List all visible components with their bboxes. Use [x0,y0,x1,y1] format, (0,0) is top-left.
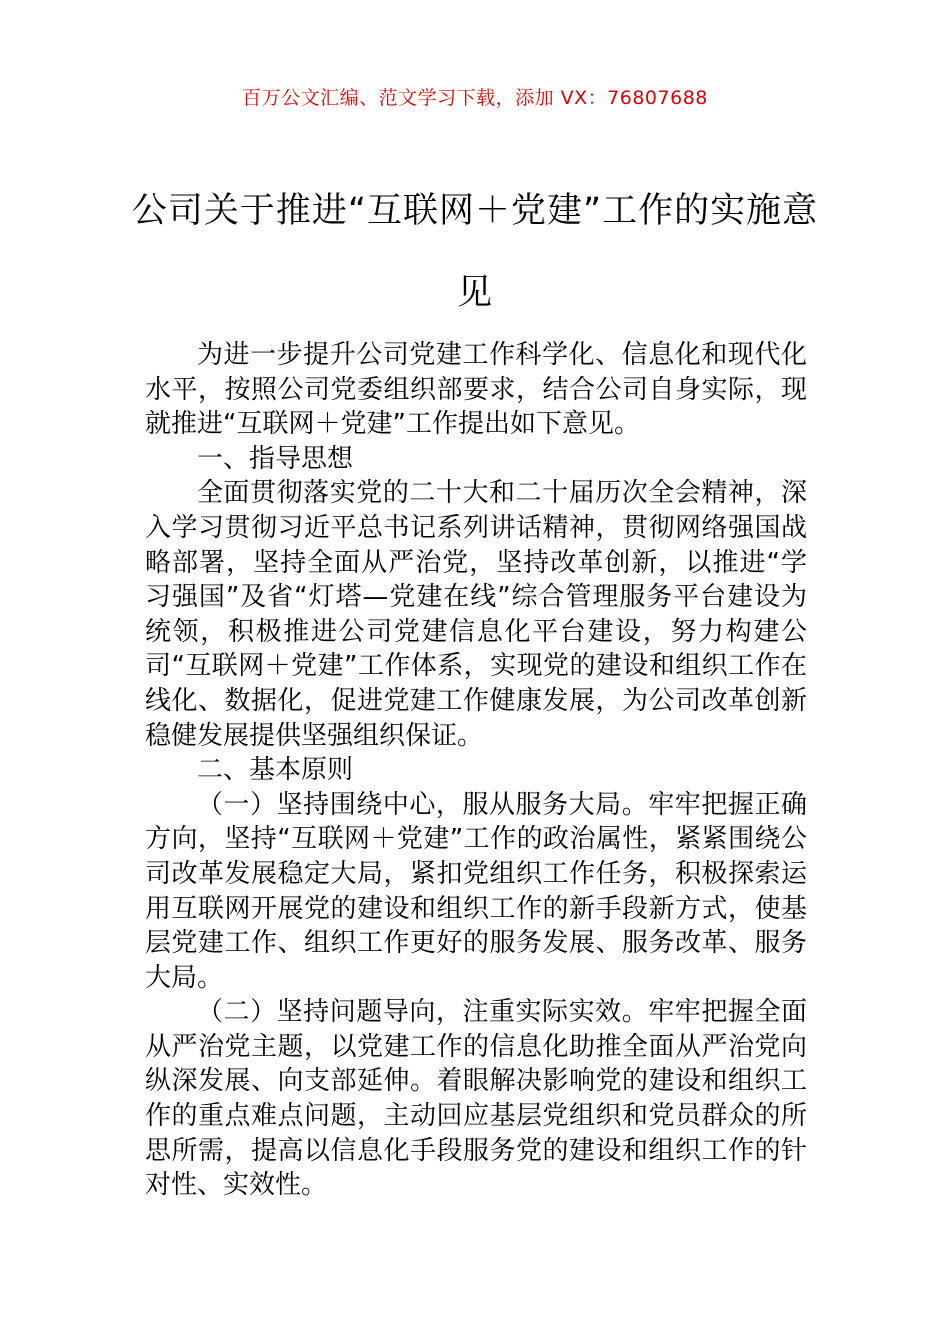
principle-1-paragraph: （一）坚持围绕中心，服从服务大局。牢牢把握正确方向，坚持“互联网＋党建”工作的政治属性，紧紧围绕公司改革发展稳定大局，紧扣党组织工作任务，积极探索运用互联网开展党的建设和组织工作的新手段新方式，使基层党建工作、组织工作更好的服务发展、服务改革、服务大局。 [145,789,807,993]
section-heading-basic-principles: 二、基本原则 [197,755,354,786]
header-note: 百万公文汇编、范文学习下载，添加 VX：76807688 [242,87,708,109]
intro-paragraph: 为进一步提升公司党建工作科学化、信息化和现代化水平，按照公司党委组织部要求，结合公司自身实际，现就推进“互联网＋党建”工作提出如下意见。 [145,340,807,440]
section-heading-guiding-ideology: 一、指导思想 [197,443,354,474]
principle-2-paragraph: （二）坚持问题导向，注重实际实效。牢牢把握全面从严治党主题，以党建工作的信息化助推全面从严治党向纵深发展、向支部延伸。着眼解决影响党的建设和组织工作的重点难点问题，主动回应基层党组织和党员群众的所思所需，提高以信息化手段服务党的建设和组织工作的针对性、实效性。 [145,997,807,1201]
document-body [145,338,807,1203]
guiding-ideology-paragraph: 全面贯彻落实党的二十大和二十届历次全会精神，深入学习贯彻习近平总书记系列讲话精神，贯彻网络强国战略部署，坚持全面从严治党，坚持改革创新，以推进“学习强国”及省“灯塔—党建在线”综合管理服务平台建设为统领，积极推进公司党建信息化平台建设，努力构建公司“互联网＋党建”工作体系，实现党的建设和组织工作在线化、数据化，促进党建工作健康发展，为公司改革创新稳健发展提供坚强组织保证。 [145,478,807,751]
document-title: 公司关于推进“互联网＋党建”工作的实施意见 [131,191,819,313]
